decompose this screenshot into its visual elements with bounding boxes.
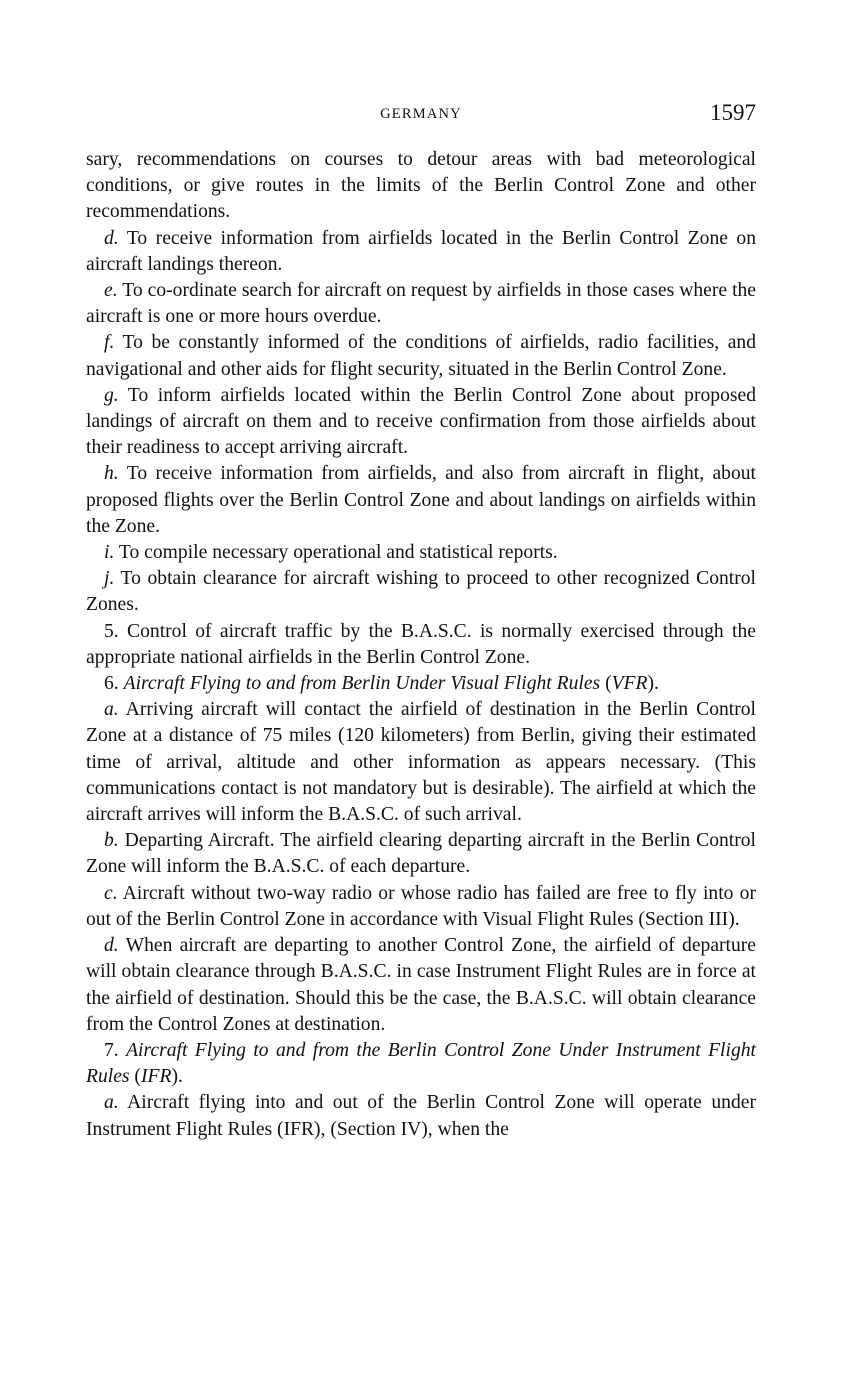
item-marker: e. — [104, 280, 118, 302]
item-marker: d. — [104, 227, 119, 249]
item-marker: a. — [104, 1092, 119, 1114]
item-text: To receive information from airfields located in the Berlin Control Zone on aircraft landings thereon. — [86, 227, 756, 275]
list-item-a-2 — [86, 1090, 756, 1142]
item-text: To co-ordinate search for aircraft on request by airfields in those cases where the aircraft is one or more hours overdue. — [86, 280, 757, 328]
item-text: To receive information from airfields, and also from aircraft in flight, about proposed flights over the Berlin Control Zone and about landings on airfields within the Zone. — [86, 463, 756, 537]
item-marker: a. — [104, 699, 119, 721]
list-item-a — [86, 697, 756, 828]
paragraph-text: sary, recommendations on courses to detour areas with bad meteorological conditions, or give routes in the limits of the Berlin Control Zone and other recommendations. — [86, 149, 756, 223]
item-marker: c. — [104, 882, 118, 904]
list-item-h — [86, 461, 756, 540]
item-text: Departing Aircraft. The airfield clearing departing aircraft in the Berlin Control Zone will inform the B.A.S.C. of each departure. — [86, 830, 756, 878]
heading-abbreviation: VFR — [611, 673, 648, 695]
section-5 — [86, 619, 756, 671]
item-marker: g. — [104, 384, 119, 406]
item-marker: d. — [104, 935, 119, 957]
section-heading: Aircraft Flying to and from Berlin Under Visual Flight Rules — [123, 673, 601, 695]
list-item-e — [86, 278, 756, 330]
item-text: To be constantly informed of the conditions of airfields, radio facilities, and navigational and other aids for flight security, situated in the Berlin Control Zone. — [86, 332, 757, 380]
item-text: Arriving aircraft will contact the airfield of destination in the Berlin Control Zone at a distance of 75 miles (120 kilometers) from Berlin, giving their estimated time of arrival, altitude and other information as appears necessary. (This communications contact is not mandatory but is desirable). The airfield at which the aircraft arrives will inform the B.A.S.C. of such arrival. — [86, 699, 756, 826]
item-text: When aircraft are departing to another Control Zone, the airfield of departure will obtain clearance through B.A.S.C. in case Instrument Flight Rules are in force at the airfield of destination. Should this be the case, the B.A.S.C. will obtain clearance from the Control Zones at destination. — [86, 935, 757, 1035]
item-marker: b. — [104, 830, 119, 852]
item-text: To compile necessary operational and statistical reports. — [118, 542, 558, 564]
item-marker: i. — [104, 542, 115, 564]
running-head: GERMANY — [380, 106, 462, 122]
section-7-heading: 7. Aircraft Flying to and from the Berlin Control Zone Under Instrument Flight Rules (IFR). — [86, 1039, 756, 1088]
heading-close: ). — [647, 673, 659, 695]
section-number: 6. — [104, 673, 119, 695]
list-item-d — [86, 226, 756, 278]
page-number: 1597 — [710, 100, 756, 125]
list-item-f — [86, 330, 756, 382]
section-text: Control of aircraft traffic by the B.A.S.C. is normally exercised through the appropriate national airfields in the Berlin Control Zone. — [86, 620, 756, 668]
document-page — [86, 100, 756, 1143]
item-marker: j. — [104, 568, 115, 590]
section-6-heading: 6. Aircraft Flying to and from Berlin Under Visual Flight Rules (VFR). — [104, 673, 659, 695]
item-marker: h. — [104, 463, 119, 485]
section-number: 7. — [104, 1039, 119, 1061]
item-text: To inform airfields located within the Berlin Control Zone about proposed landings of aircraft on them and to receive confirmation from those airfields about their readiness to accept arriving aircraft. — [86, 384, 756, 459]
heading-close: ). — [171, 1066, 183, 1088]
item-marker: f. — [104, 332, 115, 354]
heading-abbreviation: IFR — [140, 1066, 172, 1088]
list-item-c — [86, 881, 756, 933]
section-heading: Aircraft Flying to and from the Berlin Control Zone Under Instrument Flight Rules — [86, 1039, 756, 1088]
section-number: 5. — [104, 620, 119, 642]
paragraph-continuation — [86, 147, 756, 226]
list-item-i — [86, 540, 756, 566]
item-text: Aircraft without two-way radio or whose radio has failed are free to fly into or out of the Berlin Control Zone in accordance with Visual Flight Rules (Section III). — [86, 882, 756, 930]
item-text: Aircraft flying into and out of the Berlin Control Zone will operate under Instrument Flight Rules (IFR), (Section IV), when the — [86, 1092, 756, 1140]
page-header — [86, 100, 756, 130]
list-item-b — [86, 828, 756, 880]
list-item-g — [86, 383, 756, 462]
list-item-d-2 — [86, 933, 756, 1038]
list-item-j — [86, 566, 756, 618]
item-text: To obtain clearance for aircraft wishing to proceed to other recognized Control Zones. — [86, 568, 756, 616]
body-text — [86, 147, 756, 1143]
